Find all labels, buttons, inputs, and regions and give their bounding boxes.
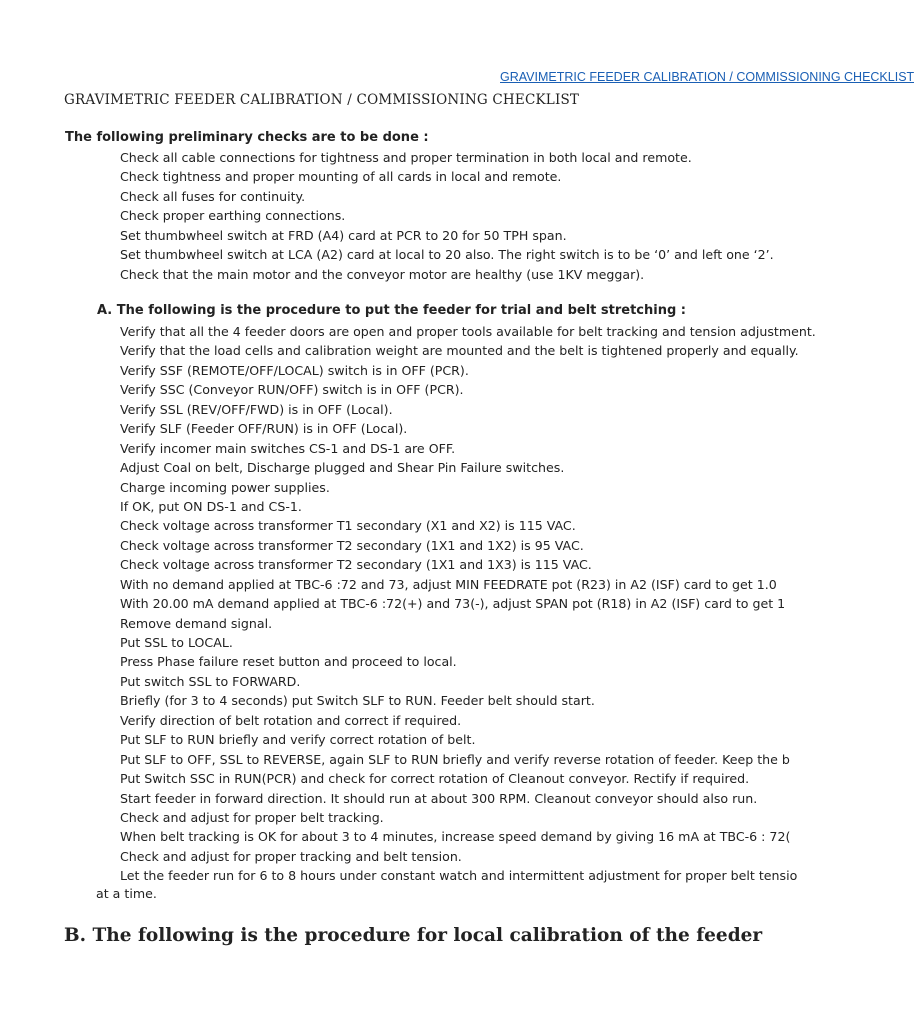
list-item-text: [120, 536, 584, 555]
list-item-text: [120, 458, 564, 477]
list-item-text-line: Verify SSC (Conveyor RUN/OFF) switch is in OFF (PCR).: [120, 382, 464, 398]
list-item-text: [120, 478, 330, 497]
list-item-text: [120, 633, 233, 652]
list-item-text-line: Put SSL to LOCAL.: [120, 635, 233, 650]
list-item-text-line: Adjust Coal on belt, Discharge plugged and Shear Pin Failure switches.: [120, 460, 565, 476]
preliminary-checks-heading: The following preliminary checks are to be done :: [65, 130, 429, 145]
list-item-text-line: Put Switch SSC in RUN(PCR) and check for correct rotation of Cleanout conveyor. Rectify if required.: [120, 771, 750, 787]
list-item-text: [120, 575, 777, 594]
list-item-text-line: Set thumbwheel switch at FRD (A4) card at PCR to 20 for 50 TPH span.: [120, 227, 567, 243]
list-item-text: [120, 187, 305, 206]
list-item-text: [120, 827, 790, 846]
list-item-text: [120, 206, 345, 225]
list-item-text-line: When belt tracking is OK for about 3 to 4 minutes, increase speed demand by giving 16 mA at TBC-6 : 72(: [120, 829, 791, 845]
section-a-heading: A. The following is the procedure to put the feeder for trial and belt stretching :: [97, 303, 686, 318]
list-item-text: [120, 226, 567, 245]
list-item-text-line: Verify SSL (REV/OFF/FWD) is in OFF (Local).: [120, 401, 393, 417]
list-item-text-line: Remove demand signal.: [120, 615, 273, 631]
list-item-text: [120, 789, 757, 808]
list-item-text: [120, 769, 749, 788]
list-item-text: [120, 439, 455, 458]
list-item-text: [120, 167, 561, 186]
list-item-text-line: With no demand applied at TBC-6 :72 and 73, adjust MIN FEEDRATE pot (R23) in A2 (ISF) card to get 1.0: [120, 576, 777, 592]
list-item-text-line: Verify that all the 4 feeder doors are open and proper tools available for belt tracking and tension adjustment.: [120, 324, 816, 339]
list-item-text-line: Check and adjust for proper tracking and belt tension.: [120, 848, 462, 864]
list-item-text-line: Check voltage across transformer T2 secondary (1X1 and 1X2) is 95 VAC.: [120, 537, 584, 553]
list-item-text: [120, 711, 461, 730]
list-item-text-line: Verify SLF (Feeder OFF/RUN) is in OFF (Local).: [120, 421, 408, 437]
document-title: GRAVIMETRIC FEEDER CALIBRATION / COMMISSIONING CHECKLIST: [64, 92, 580, 108]
list-item-text-line: Set thumbwheel switch at LCA (A2) card at local to 20 also. The right switch is to be ‘0’ and left one ‘2’.: [120, 247, 774, 263]
list-item-text: [120, 652, 457, 671]
list-item-text-line: Verify that the load cells and calibration weight are mounted and the belt is tightened properly and equally.: [120, 343, 799, 359]
list-item-text: [120, 322, 816, 341]
list-item-text: [120, 750, 790, 769]
list-item-text-line: Verify SSF (REMOTE/OFF/LOCAL) switch is in OFF (PCR).: [120, 362, 469, 378]
list-item-text-line: Check voltage across transformer T1 secondary (X1 and X2) is 115 VAC.: [120, 518, 576, 534]
list-item-text-line: Press Phase failure reset button and proceed to local.: [120, 654, 457, 670]
list-item-text: [120, 148, 692, 167]
list-item-text: [120, 497, 302, 516]
list-item-text: [120, 245, 774, 264]
list-item-text-continuation: at a time.: [96, 886, 157, 902]
list-item-text-line: Check that the main motor and the conveyor motor are healthy (use 1KV meggar).: [120, 266, 645, 282]
list-item-text-line: Let the feeder run for 6 to 8 hours under constant watch and intermittent adjustment for proper belt tensio: [120, 868, 798, 884]
list-item-text-line: Verify incomer main switches CS-1 and DS-1 are OFF.: [120, 440, 456, 456]
list-item-text-line: Put SLF to RUN briefly and verify correct rotation of belt.: [120, 732, 476, 748]
list-item-text-line: If OK, put ON DS-1 and CS-1.: [120, 498, 302, 514]
list-item-text-line: Verify direction of belt rotation and correct if required.: [120, 712, 462, 728]
list-item-text-line: Check proper earthing connections.: [120, 208, 346, 224]
list-item-text: [120, 419, 407, 438]
list-item-text-line: Briefly (for 3 to 4 seconds) put Switch SLF to RUN. Feeder belt should start.: [120, 693, 595, 709]
list-item-text: [120, 516, 576, 535]
section-b-heading: B. The following is the procedure for local calibration of the feeder: [64, 925, 763, 946]
list-item-text: [120, 361, 469, 380]
list-item-text-line: Charge incoming power supplies.: [120, 479, 330, 495]
list-item-text: [120, 672, 300, 691]
list-item-text-line: Put SLF to OFF, SSL to REVERSE, again SLF to RUN briefly and verify reverse rotation of feeder. Keep the b: [120, 751, 790, 767]
list-item-text: [120, 265, 644, 284]
list-item-text: [120, 730, 475, 749]
list-item-text: [120, 341, 799, 360]
list-item-text: [96, 867, 800, 903]
list-item-text-line: Check all cable connections for tightness and proper termination in both local and remote.: [120, 150, 692, 165]
list-item-text: [120, 555, 592, 574]
list-item-text-line: Check and adjust for proper belt tracking.: [120, 809, 384, 825]
list-item-text: [120, 594, 785, 613]
list-item-text: [120, 691, 595, 710]
list-item-text-line: Check tightness and proper mounting of all cards in local and remote.: [120, 169, 562, 185]
list-item-text-line: Put switch SSL to FORWARD.: [120, 673, 301, 689]
list-item-text: [120, 400, 393, 419]
document-title-link[interactable]: GRAVIMETRIC FEEDER CALIBRATION / COMMISSIONING CHECKLIST: [500, 70, 914, 84]
list-item-text: [120, 614, 272, 633]
list-item-text: [120, 380, 464, 399]
list-item-text-line: Check all fuses for continuity.: [120, 188, 306, 204]
list-item-text-line: Start feeder in forward direction. It should run at about 300 RPM. Cleanout conveyor should also run.: [120, 790, 758, 806]
list-item-text: [120, 847, 462, 866]
list-item-text-line: With 20.00 mA demand applied at TBC-6 :72(+) and 73(-), adjust SPAN pot (R18) in A2 (ISF) card to get 1: [120, 596, 786, 612]
list-item-text: [120, 808, 384, 827]
list-item-text-line: Check voltage across transformer T2 secondary (1X1 and 1X3) is 115 VAC.: [120, 557, 592, 573]
